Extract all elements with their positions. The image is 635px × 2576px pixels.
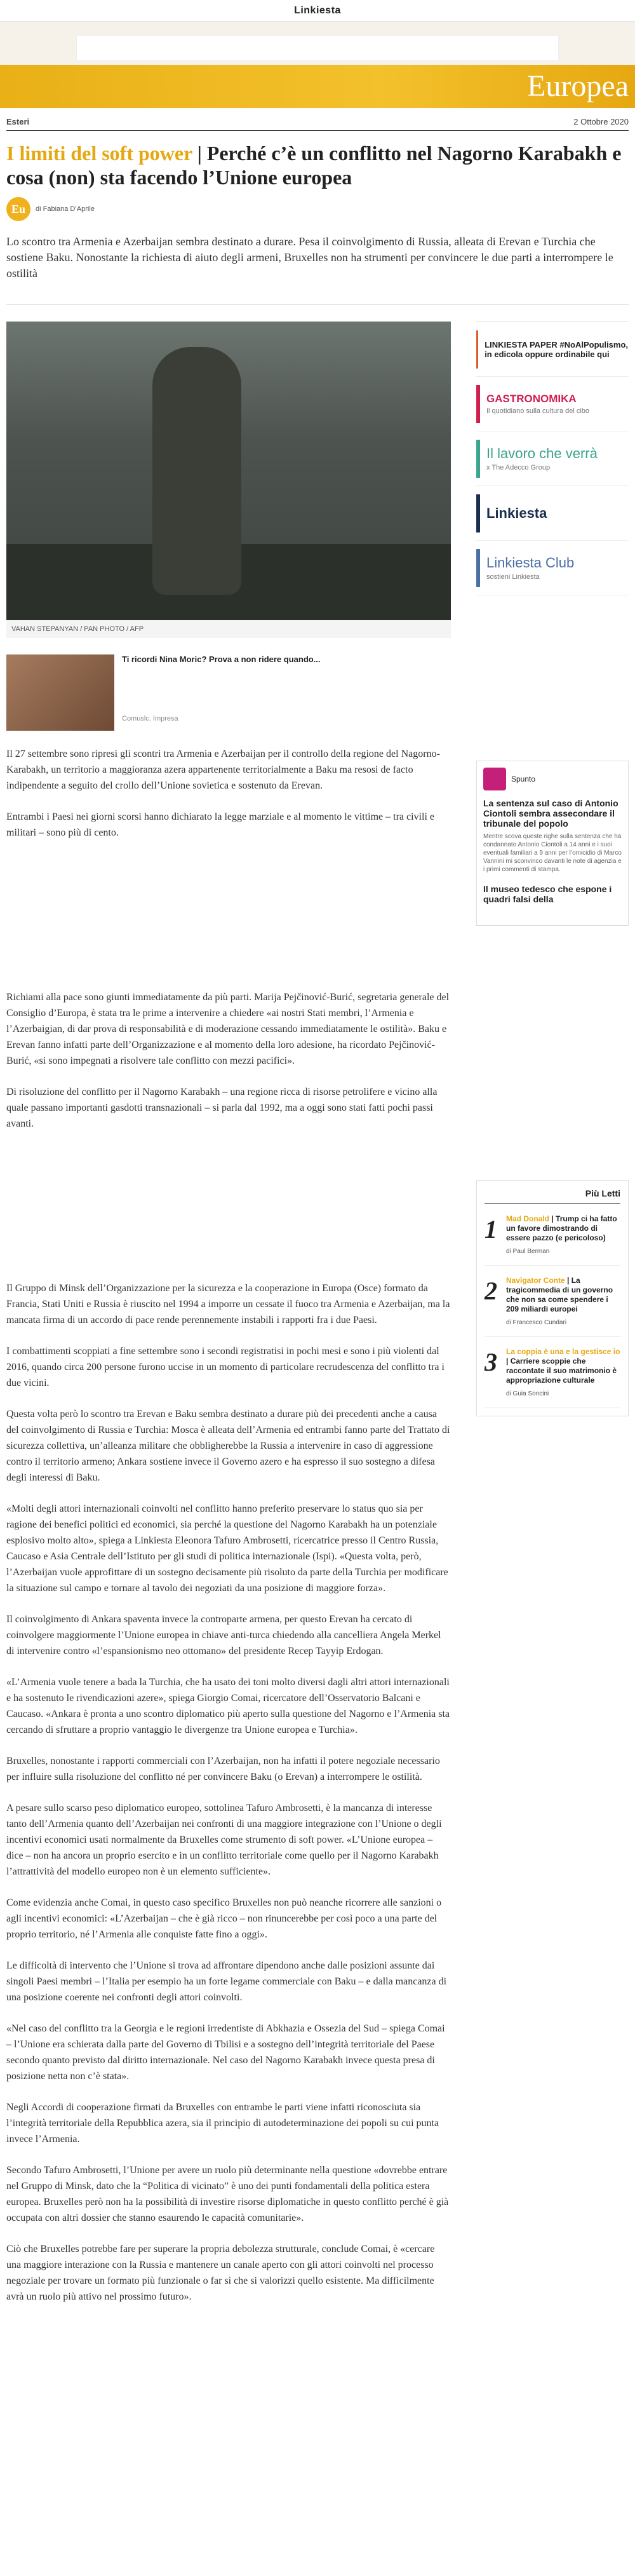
spunto-widget	[476, 761, 629, 926]
sidebar-color-bar	[476, 549, 480, 587]
piu-letti-widget	[476, 1180, 629, 1416]
article-title	[6, 141, 629, 189]
article-header	[6, 108, 629, 305]
piu-letti-headline: | La tragicommedia di un governo che non sa come spendere i 209 miliardi europei	[506, 1276, 613, 1313]
sidebar	[476, 322, 629, 2305]
paragraph: Ciò che Bruxelles potrebbe fare per superare la propria debolezza strutturale, conclude Comai, è «cercare una maggiore interazione con la Russia e mantenere un canale aperto con gli attori coinvolti nel processo negoziale per trovare un formato più funzionale o far sì che si valorizzi quello esistente. Ma difficilmente avrà un ruolo più attivo nel prossimo futuro».	[6, 2244, 435, 2302]
sidebar-item-paper[interactable]	[476, 322, 629, 377]
summary-wrap	[6, 234, 629, 305]
paragraph: Come evidenzia anche Comai, in questo caso specifico Bruxelles non può neanche ricorrere alle sanzioni o agli incentivi economici: «L’Azerbaijan – che è già ricco – non rinuncerebbe per così poco a una parte del proprio territorio, né l’Armenia alle conquiste fatte fino a oggi».	[6, 1897, 442, 1940]
piu-letti-title[interactable]	[506, 1214, 620, 1243]
rank-number: 3	[485, 1348, 497, 1376]
rank-number: 2	[485, 1277, 497, 1305]
piu-letti-title[interactable]	[506, 1347, 620, 1385]
article-date: 2 Ottobre 2020	[573, 117, 629, 126]
piu-letti-author: di Francesco Cundari	[506, 1319, 567, 1326]
sidebar-item-label: GASTRONOMIKA	[486, 393, 577, 405]
promo-source: Comuslc. Impresa	[122, 715, 178, 722]
sidebar-links	[476, 322, 629, 595]
spunto-header-label: Spunto	[511, 775, 536, 783]
paragraph: Entrambi i Paesi nei giorni scorsi hanno dichiarato la legge marziale e al momento le vittime – tra civili e militari – sono più di cento.	[6, 811, 435, 838]
spunto-title-2[interactable]: Il museo tedesco che espone i quadri falsi della	[483, 884, 612, 904]
piu-letti-kicker: Navigator Conte	[506, 1276, 565, 1285]
sidebar-color-bar	[476, 385, 480, 423]
article-body	[6, 322, 451, 2305]
promo-title[interactable]: Ti ricordi Nina Moric? Prova a non ridere quando...	[122, 654, 321, 664]
piu-letti-kicker: Mad Donald	[506, 1214, 549, 1223]
promo-thumbnail[interactable]	[6, 654, 114, 731]
piu-letti-headline: | Carriere scoppie che raccontate il suo matrimonio è appropriazione culturale	[506, 1357, 617, 1385]
paragraph: «Molti degli attori internazionali coinvolti nel conflitto hanno preferito preservare lo status quo sia per ragione dei benefici politici ed economici, sia perché la questione del Nagorno Karabakh ha un potenziale esplosivo molto alto», spiega a Linkiesta Eleonora Tafuro Ambrosetti, ricercatrice presso il Centro Russia, Caucaso e Asia Centrale dell’Istituto per gli studi di politica internazionale (Ispi). «Questa volta, però, l’Azerbaijan vuole approfittare di un sostegno decisamente più risoluto da parte della Turchia per modificare la situazione sul campo e tornare al tavolo dei negoziati da una posizione di maggiore forza».	[6, 1503, 448, 1594]
paragraph: Il Gruppo di Minsk dell’Organizzazione per la sicurezza e la cooperazione in Europa (Osce) formato da Francia, Stati Uniti e Russia è riuscito nel 1994 a imporre un cessate il fuoco tra Armenia e Azerbaijan, ma la mancata firma di un accordo di pace rende perennemente instabili i rapporti fra i due Paesi.	[6, 1283, 450, 1325]
rank-number: 1	[485, 1215, 497, 1244]
sidebar-item-label: Linkiesta	[486, 505, 547, 521]
sidebar-item-lavoro[interactable]	[476, 431, 629, 486]
sidebar-item-label: Linkiesta Club	[486, 555, 575, 571]
paragraph: «L’Armenia vuole tenere a bada la Turchia, che ha usato dei toni molto diversi dagli altri attori internazionali e ha sostenuto le rivendicazioni azere», spiega Giorgio Comai, ricercatore dell’Osservatorio Balcani e Caucaso. «Ankara è pronta a uno scontro diplomatico più aperto sulla questione del Nagorno e l’Armenia sta cercando di sfruttare a proprio vantaggio le divergenze tra Unione europea e Turchia».	[6, 1677, 450, 1735]
spunto-icon	[483, 768, 506, 790]
sidebar-color-bar	[476, 440, 480, 478]
byline	[6, 197, 629, 221]
paragraph: Il coinvolgimento di Ankara spaventa invece la controparte armena, per questo Erevan ha cercato di coinvolgere maggiormente l’Unione europea in chiave anti-turca chiedendo alla cancelliera Angela Merkel di intervenire contro «l’espansionismo neo ottomano» del presidente Recep Tayyip Erdogan.	[6, 1614, 441, 1657]
sidebar-item-sub: sostieni Linkiesta	[486, 573, 540, 581]
paragraph: Bruxelles, nonostante i rapporti commerciali con l’Azerbaijan, non ha infatti il potere negoziale necessario per influire sulla risoluzione del conflitto né per convincere Baku (o Erevan) a interrompere le ostilità.	[6, 1756, 440, 1782]
piu-letti-item[interactable]	[485, 1337, 620, 1408]
paragraph: I combattimenti scoppiati a fine settembre sono i secondi registratisi in pochi mesi e sono i più violenti dal 2016, quando circa 200 persone furono uccise in un momento di particolare recrudescenza del conflitto tra i due vicini.	[6, 1346, 444, 1388]
sidebar-item-sub: Il quotidiano sulla cultura del cibo	[486, 407, 590, 415]
piu-letti-item[interactable]	[485, 1204, 620, 1266]
sidebar-item-label: LINKIESTA PAPER #NoAlPopulismo, in edicola oppure ordinabile qui	[485, 339, 629, 359]
header-decoration	[0, 22, 635, 65]
content-area	[0, 322, 635, 2305]
ad-space	[6, 841, 451, 974]
ad-space	[6, 1132, 451, 1265]
sidebar-item-club[interactable]	[476, 541, 629, 595]
piu-letti-title[interactable]	[506, 1276, 620, 1314]
decoration-frame	[76, 36, 559, 61]
sidebar-color-bar	[476, 494, 480, 532]
piu-letti-author: di Guia Soncini	[506, 1390, 549, 1397]
hero-photo	[6, 322, 451, 620]
photo-caption: VAHAN STEPANYAN / PAN PHOTO / AFP	[6, 620, 451, 638]
paragraph: Le difficoltà di intervento che l’Unione si trova ad affrontare dipendono anche dalle posizioni assunte dai singoli Paesi membri – l’Italia per esempio ha un forte legame commerciale con Baku – e dalla mancanza di una posizione coerente nei confronti degli attori coinvolti.	[6, 1960, 447, 2003]
paragraph: Questa volta però lo scontro tra Erevan e Baku sembra destinato a durare più dei precedenti anche a causa del coinvolgimento di Russia e Turchia: Mosca è alleata dell’Armenia ed entrambi fanno parte del Trattato di sicurezza collettiva, un’alleanza militare che obbligherebbe la Russia a intervenire in caso di aggressione contro il territorio armeno; Ankara sostiene invece il Governo azero e ha espresso il suo sostegno a difesa degli interessi di Baku.	[6, 1409, 450, 1483]
article-kicker: I limiti del soft power	[6, 142, 192, 165]
paragraph: Secondo Tafuro Ambrosetti, l’Unione per avere un ruolo più determinante nella questione «dovrebbe entrare nel Gruppo di Minsk, dato che la “Politica di vicinato” è uno dei punti fondamentali della politica estera europea. Bruxelles però non ha la possibilità di investire risorse diplomatiche in questo conflitto perché è già occupata con altri dossier che stanno esaurendo le capacità comunitarie».	[6, 2165, 449, 2223]
sponsored-promo[interactable]	[6, 654, 451, 731]
sidebar-color-bar	[476, 330, 478, 369]
title-separator: |	[192, 142, 207, 165]
article-section[interactable]: Esteri	[6, 117, 30, 126]
piu-letti-kicker: La coppia è una e la gestisce io	[506, 1347, 620, 1356]
paragraph: Il 27 settembre sono ripresi gli scontri tra Armenia e Azerbaijan per il controllo della regione del Nagorno-Karabakh, un territorio a maggioranza azera appartenente territorialmente a Baku ma resosi de facto indipendente a seguito del crollo dell’Unione sovietica e sostenuto da Erevan.	[6, 749, 440, 791]
author-name[interactable]: di Fabiana D’Aprile	[36, 205, 95, 213]
piu-letti-author: di Paul Berman	[506, 1248, 550, 1255]
piu-letti-item[interactable]	[485, 1266, 620, 1337]
sidebar-item-label: Il lavoro che verrà	[486, 445, 598, 461]
article-summary: Lo scontro tra Armenia e Azerbaijan sembra destinato a durare. Pesa il coinvolgimento di Russia, alleata di Erevan e Turchia che sostiene Baku. Nonostante la richiesta di aiuto degli armeni, Bruxelles non ha strumenti per convincere le due parti a interrompere le ostilità	[6, 235, 613, 280]
paragraph: A pesare sullo scarso peso diplomatico europeo, sottolinea Tafuro Ambrosetti, è la mancanza di interesse tanto dell’Armenia quanto dell’Azerbaijan nei confronti di una maggiore integrazione con l’Unione o degli incentivi economici usati normalmente da Bruxelles come strumento di soft power. «L’Unione europea – dice – non ha ancora un proprio esercito e in un conflitto territoriale come quello per il Nagorno Karabakh l’attrattività del modello europeo non è un elemento sufficiente».	[6, 1803, 442, 1877]
sidebar-item-sub: x The Adecco Group	[486, 464, 551, 471]
sidebar-item-linkiesta[interactable]	[476, 486, 629, 541]
site-logo[interactable]: Linkiesta	[294, 4, 341, 16]
spunto-title[interactable]: La sentenza sul caso di Antonio Ciontoli sembra assecondare il tribunale del popolo	[483, 798, 618, 829]
sidebar-item-gastronomika[interactable]	[476, 377, 629, 431]
spunto-desc: Mentre scova queste righe sulla sentenza che ha condannato Antonio Ciontoli a 14 anni e i suoi eventuali familiari a 9 anni per l’omicidio di Marco Vannini mi sconvinco davanti le note di agenzia e i primi commenti di stampa.	[483, 833, 622, 873]
top-bar	[0, 0, 635, 22]
spunto-header	[483, 768, 622, 790]
paragraph: «Nel caso del conflitto tra la Georgia e le regioni irredentiste di Abkhazia e Ossezia del Sud – spiega Comai – l’Unione era schierata dalla parte del Governo di Tbilisi e a sostegno dell’integrità territoriale del Paese secondo quanto previsto dal diritto internazionale. Nel caso del Nagorno Karabakh invece questa presa di posizione netta non c’è stata».	[6, 2023, 445, 2082]
paragraph: Richiami alla pace sono giunti immediatamente da più parti. Marija Pejčinović-Burić, segretaria generale del Consiglio d’Europa, è stata tra le prime a intervenire a chiedere «ai nostri Stati membri, l’Armenia e l’Azerbaigian, di dar prova di responsabilità e di moderazione cessando immediatamente le ostilità». Baku e Erevan fanno infatti parte dell’Organizzazione e al momento della loro adesione, ha ricordato Pejčinović-Burić, «si sono impegnati a risolvere tale conflitto con mezzi pacifici».	[6, 992, 450, 1066]
section-banner	[0, 65, 635, 108]
europea-badge: Eu	[6, 197, 30, 221]
paragraph: Negli Accordi di cooperazione firmati da Bruxelles con entrambe le parti viene infatti riconosciuta sia l’integrità territoriale della Repubblica azera, sia il principio di autodeterminazione dei popoli su cui punta invece l’Armenia.	[6, 2102, 439, 2145]
piu-letti-header: Più Letti	[485, 1188, 620, 1204]
section-banner-title[interactable]: Europea	[527, 69, 629, 103]
paragraph: Di risoluzione del conflitto per il Nagorno Karabakh – una regione ricca di risorse petrolifere e vicino alla quale passano importanti gasdotti transnazionali – si parla dal 1992, ma a oggi sono stati fatti pochi passi avanti.	[6, 1087, 438, 1129]
piu-letti-headline: | Trump ci ha fatto un favore dimostrando di essere pazzo (e pericoloso)	[506, 1214, 617, 1242]
article-headline: Perché c’è un conflitto nel Nagorno Karabakh e cosa (non) sta facendo l’Unione europea	[6, 142, 622, 189]
photo-soldier	[152, 347, 241, 595]
article-meta	[6, 112, 629, 131]
